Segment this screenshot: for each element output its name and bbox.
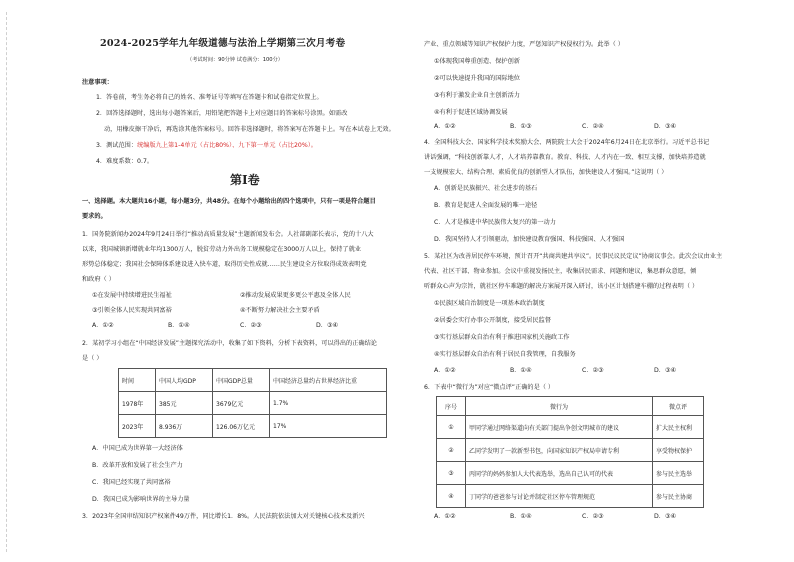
q2-opt-c: C．我国已经实现了共同富裕 xyxy=(92,479,171,486)
q5-opt-4: ④实行基层群众自治有利于居民自我管理，自我服务 xyxy=(434,351,576,358)
q3-opt-3: ③有利于激发企业自主创新活力 xyxy=(434,92,520,99)
table-header-cell: 微点评 xyxy=(653,397,704,416)
table-header-cell: 中国GDP总量 xyxy=(213,369,270,392)
table-row xyxy=(437,485,704,508)
table-cell: 丙同学的妈妈参加人大代表选举，选出自己认可的代表 xyxy=(466,462,653,485)
table-cell: 乙同学发明了一款新型书包，向国家知识产权局申请专利 xyxy=(466,439,653,462)
binding-line xyxy=(6,12,17,552)
q3-line-2: 产业、重点领域等知识产权保护力度，严惩知识产权侵权行为。此举（ ） xyxy=(424,41,624,48)
q5-answer-a: A．①② xyxy=(434,367,456,374)
table-row xyxy=(437,462,704,485)
q3-answer-b: B．①③ xyxy=(510,123,532,130)
note-2-cont: 动，用橡皮擦干净后，再选涂其他答案标号。回答非选择题时，将答案写在答题卡上。写在本试卷上无效。 xyxy=(104,126,395,133)
q1-opt-3: ③引领全体人民实现共同富裕 xyxy=(92,307,172,314)
q3-opt-4: ④有利于促进区域协调发展 xyxy=(434,109,508,116)
table-cell: 8.936万 xyxy=(156,415,213,438)
q1-line-1: 1．国务院新闻办2024年9月24日举行“推动高质量发展”主题新闻发布会。人社部副部长表示，党的十八大 xyxy=(82,231,374,238)
exam-subtitle: （考试时间：90分钟 试卷满分：100分） xyxy=(187,57,283,63)
q4-opt-a: A．创新是民族振兴、社会进步的基石 xyxy=(434,185,538,192)
table-cell: 17% xyxy=(270,415,387,438)
table-cell: 参与民主协商 xyxy=(653,485,704,508)
section-intro-1: 一、选择题。本大题共16小题，每小题3分，共48分。在每个小题给出的四个选项中，只有一项是符合题目 xyxy=(82,198,376,205)
table-cell: 1.7% xyxy=(270,392,387,415)
q5-line-1: 5．某社区为改善居民停车环境，预计召开“共商共建共享议”。民事民议民定议”协商议事会。此次会议由业主 xyxy=(424,253,723,260)
q3-opt-1: ①体现我国尊重创造、保护创新 xyxy=(434,58,520,65)
table-row xyxy=(119,392,387,415)
q3-answer-a: A．①② xyxy=(434,123,456,130)
table-row xyxy=(437,439,704,462)
q5-line-2: 代表、社区干部、物业参加。会议中重视发扬民主，收集居民需求、问题和建议，集思群众意愿，倾 xyxy=(424,268,697,275)
q6-answer-a: A．①② xyxy=(434,513,456,520)
q1-answer-b: B．①④ xyxy=(168,322,190,329)
table-cell: ④ xyxy=(437,485,466,508)
q1-line-4: 和政府（ ） xyxy=(82,276,115,283)
q2-line-2: 是（ ） xyxy=(82,355,103,362)
table-header-cell: 序号 xyxy=(437,397,466,416)
table-header-row xyxy=(119,369,387,392)
q4-opt-c: C．人才是推进中华民族伟大复兴的第一动力 xyxy=(434,219,556,226)
q6-answer-b: B．①④ xyxy=(510,513,532,520)
table-cell: 参与民主选举 xyxy=(653,462,704,485)
q5-answer-b: B．①④ xyxy=(510,367,532,374)
q2-line-1: 2．某初学习小组在“中国经济发展”主题探究活动中，收集了如下资料，分析下表资料，可以得出的正确结论 xyxy=(82,340,377,347)
q1-answer-d: D．③④ xyxy=(316,322,339,329)
table-header-cell: 时间 xyxy=(119,369,156,392)
q5-answer-c: C．②③ xyxy=(582,367,604,374)
table-cell: 2023年 xyxy=(119,415,156,438)
table-header-cell: 中国人均GDP xyxy=(156,369,213,392)
q4-line-2: 讲话强调，“科技创新靠人才，人才培养靠教育。教育、科技、人才内在一致、相互支撑，加快培养造就 xyxy=(424,154,706,161)
table-cell: ② xyxy=(437,439,466,462)
q6-answer-c: C．②③ xyxy=(582,513,604,520)
q5-answer-d: D．③④ xyxy=(654,367,677,374)
q1-answer-c: C．②③ xyxy=(240,322,262,329)
table-row xyxy=(437,416,704,439)
table-cell: 3679亿元 xyxy=(213,392,270,415)
q2-table xyxy=(118,368,387,438)
table-header-cell: 中国经济总量约占世界经济比重 xyxy=(270,369,387,392)
q3-line-1: 3．2023年全国审结知识产权案件49万件，同比增长1．8%。人民法院依法加大对关键核心技术及新兴 xyxy=(82,513,365,520)
table-cell: ① xyxy=(437,416,466,439)
q1-opt-2: ②推动发展成果更多更公平惠及全体人民 xyxy=(240,292,351,299)
q2-opt-a: A．中国已成为世界第一大经济体 xyxy=(92,445,183,452)
note-3-scope: 统编版九上第1-4单元（占比80%）、九下第一单元（占比20%）。 xyxy=(137,142,317,149)
q1-line-3: 形势总体稳定；我国社会保障体系建设进入快车道，取得历史性成就……民生建设全方位取得成效表明党 xyxy=(82,261,367,268)
q1-answer-a: A．①② xyxy=(92,322,114,329)
q3-answer-c: C．②④ xyxy=(582,123,604,130)
table-cell: ③ xyxy=(437,462,466,485)
q1-opt-4: ④不断努力解决社会主要矛盾 xyxy=(240,307,320,314)
q5-opt-1: ①民族区域自治制度是一项基本政治制度 xyxy=(434,300,545,307)
table-cell: 丁同学的爸爸参与讨论并制定社区停车管理规范 xyxy=(466,485,653,508)
table-cell: 扩大民主权利 xyxy=(653,416,704,439)
q3-opt-2: ②可以快速提升我国的国际地位 xyxy=(434,75,520,82)
table-header-row xyxy=(437,397,704,416)
q4-opt-d: D．我国坚持人才引领驱动，加快建设教育强国、科技强国、人才强国 xyxy=(434,236,625,243)
notes-heading: 注意事项： xyxy=(82,79,113,86)
note-2: 2．回答选择题时，选出每小题答案后，用铅笔把答题卡上对应题目的答案标号涂黑。如需改 xyxy=(96,110,348,117)
table-cell: 126.06万亿元 xyxy=(213,415,270,438)
note-3 xyxy=(96,142,317,150)
section-title: 第Ⅰ卷 xyxy=(230,173,260,187)
q5-opt-3: ③实行基层群众自治有利于推进国家机关施政工作 xyxy=(434,334,570,341)
q3-answer-d: D．③④ xyxy=(654,123,677,130)
table-header-cell: 微行为 xyxy=(466,397,653,416)
section-intro-2: 要求的。 xyxy=(82,213,107,220)
q5-opt-2: ②居委会实行办事公开制度，接受居民监督 xyxy=(434,317,551,324)
q6-line-1: 6．下表中“微行为”对应“微点评”正确的是（ ） xyxy=(424,384,555,391)
table-cell: 1978年 xyxy=(119,392,156,415)
q6-table xyxy=(436,396,704,508)
table-cell: 385元 xyxy=(156,392,213,415)
table-row xyxy=(119,415,387,438)
q4-line-3: 一支规模宏大、结构合理、素质优良的创新型人才队伍，加快建设人才强国。”这说明（ ） xyxy=(424,169,668,176)
note-4: 4．难度系数：0.7。 xyxy=(96,158,154,165)
q5-line-3: 听群众心声为宗旨，就社区停车难题的解决方案展开深入研讨，该小区计划搭建车棚的过程表明（ ） xyxy=(424,283,699,290)
note-1: 1．答卷前，考生务必将自己的姓名、准考证号等填写在答题卡和试卷指定位置上。 xyxy=(96,94,323,101)
q2-opt-d: D．我国已成为影响世界的主导力量 xyxy=(92,496,190,503)
note-3-label: 3．测试范围： xyxy=(96,142,138,149)
exam-title: 2024-2025学年九年级道德与法治上学期第三次月考卷 xyxy=(100,38,346,49)
q1-opt-1: ①在发展中持续增进民生福祉 xyxy=(92,292,172,299)
q6-answer-d: D．③④ xyxy=(654,513,677,520)
table-cell: 甲同学通过网络渠道向有关部门提出争创文明城市的建议 xyxy=(466,416,653,439)
table-cell: 享受物权保护 xyxy=(653,439,704,462)
q4-line-1: 4．全国科技大会、国家科学技术奖励大会、两院院士大会于2024年6月24日在北京举行。习近平总书记 xyxy=(424,139,710,146)
q2-opt-b: B．改革开放和发展了社会生产力 xyxy=(92,462,183,469)
q1-line-2: 以来，我国城镇新增就业年均1300万人，脱贫劳动力外出务工规模稳定在3000万人以上，保持了就业 xyxy=(82,246,361,253)
q4-opt-b: B．教育是促进人全面发展的唯一途径 xyxy=(434,202,538,209)
